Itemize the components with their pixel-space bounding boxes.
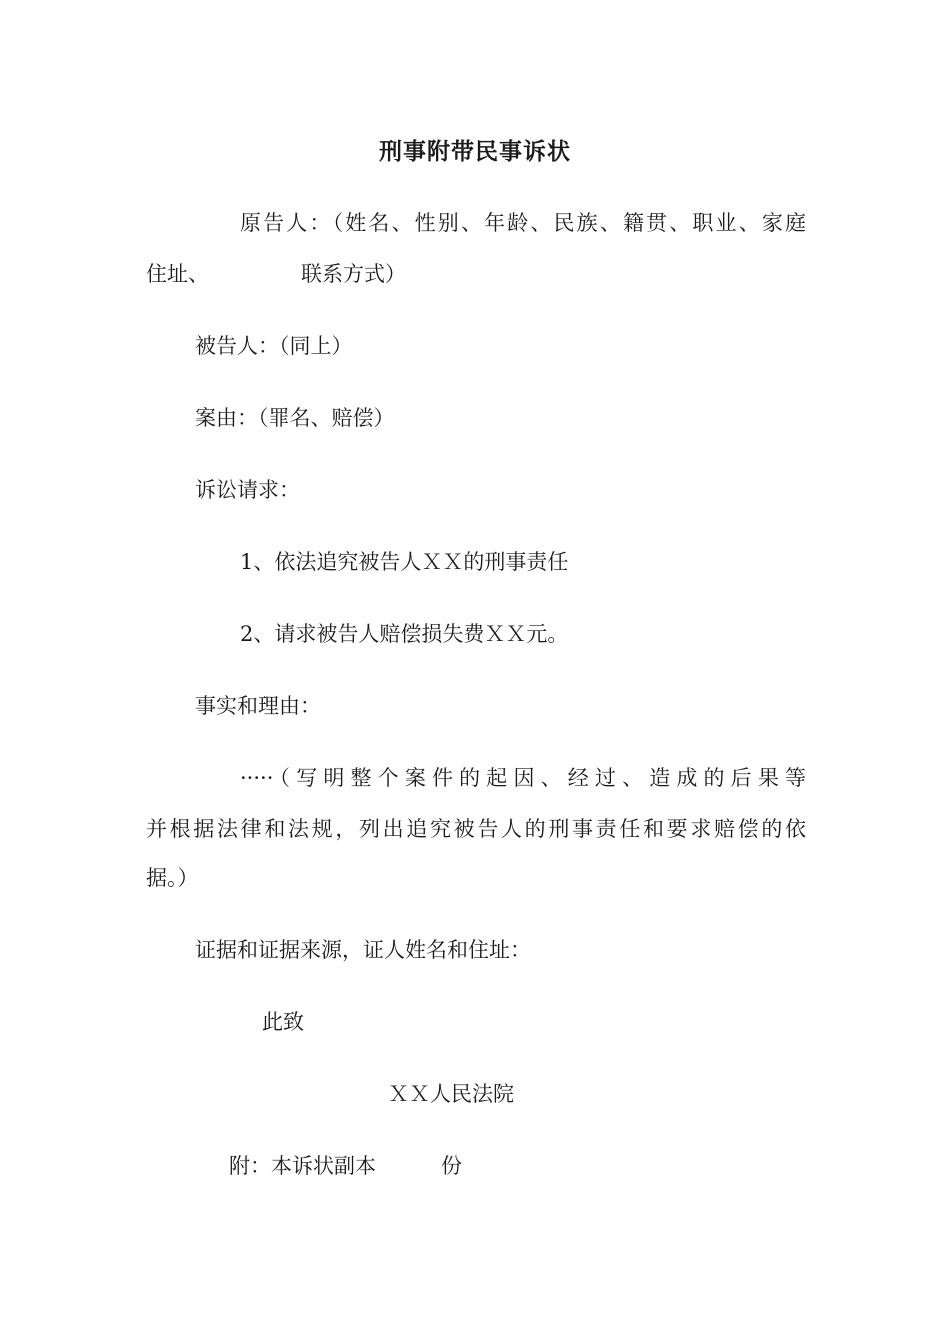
document-title: 刑事附带民事诉状 <box>379 139 571 165</box>
defendant-line: 被告人：（同上） <box>195 334 353 358</box>
facts-line-3: 据。） <box>146 866 199 890</box>
claim-item-1: 1、依法追究被告人ＸＸ的刑事责任 <box>240 550 569 574</box>
plaintiff-line-2-address: 住址、 <box>146 262 209 286</box>
claims-heading: 诉讼请求： <box>195 478 300 502</box>
plaintiff-line-2-contact: 联系方式） <box>301 262 406 286</box>
facts-heading: 事实和理由： <box>195 694 321 718</box>
attachment-copies-unit: 份 <box>441 1154 462 1178</box>
cause-line: 案由：（罪名、赔偿） <box>195 406 395 430</box>
attachment-label: 附：本诉状副本 <box>229 1154 376 1178</box>
claim-item-2: 2、请求被告人赔偿损失费ＸＸ元。 <box>240 622 569 646</box>
facts-line-1: ·····（写明整个案件的起因、经过、造成的后果等 <box>240 766 806 790</box>
evidence-line: 证据和证据来源，证人姓名和住址： <box>195 938 531 962</box>
facts-line-2: 并根据法律和法规，列出追究被告人的刑事责任和要求赔偿的依 <box>146 817 806 841</box>
plaintiff-line-1: 原告人：（姓名、性别、年龄、民族、籍贯、职业、家庭 <box>240 211 806 235</box>
salutation: 此致 <box>262 1010 304 1034</box>
court-name: ＸＸ人民法院 <box>388 1082 514 1106</box>
